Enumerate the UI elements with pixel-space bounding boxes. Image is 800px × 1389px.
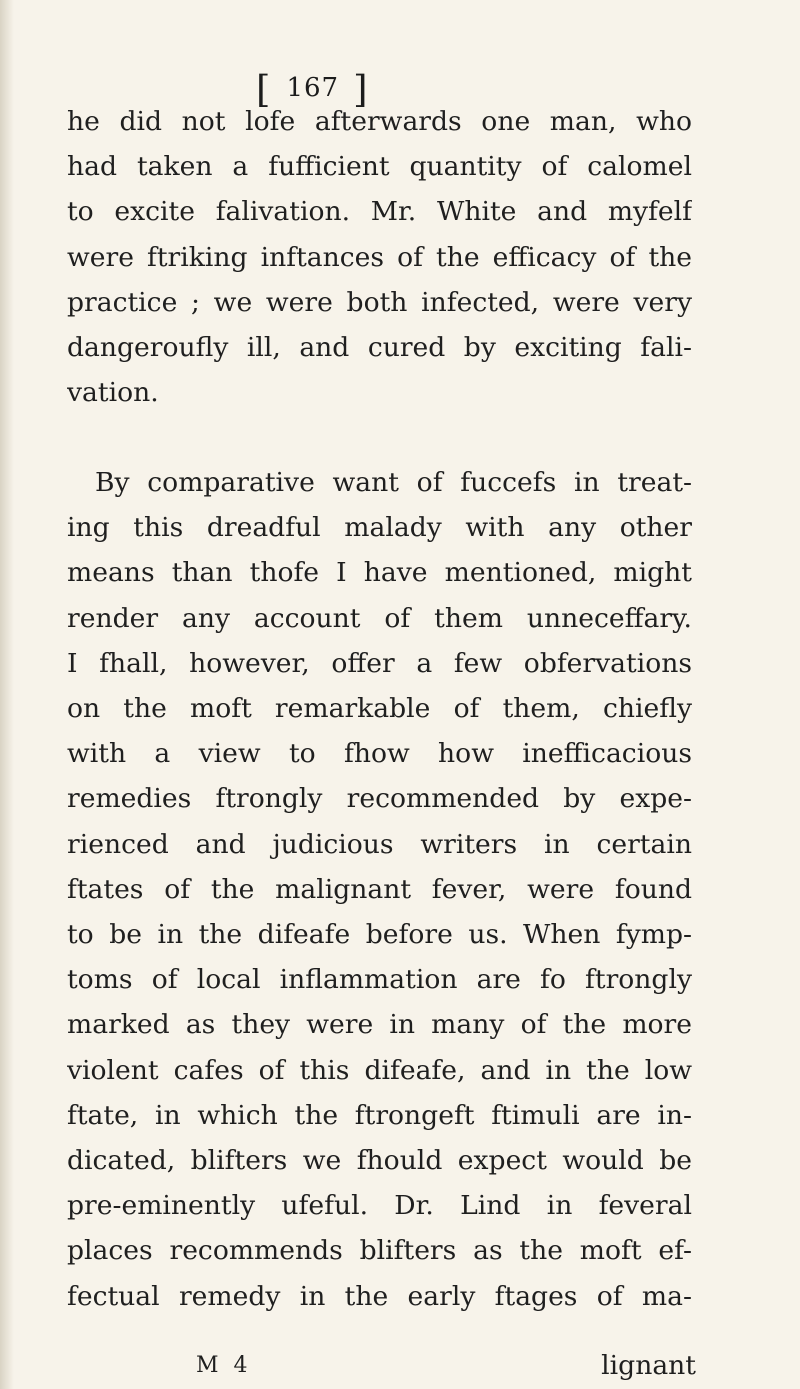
text-line: pre-eminently ufeful. Dr. Lind in feveral bbox=[67, 1190, 692, 1222]
catchword: lignant bbox=[601, 1350, 696, 1381]
header-bracket-close: ] bbox=[353, 68, 370, 111]
text-line: By comparative want of fuccefs in treat- bbox=[95, 467, 692, 498]
text-line: render any account of them unneceffary. bbox=[67, 602, 692, 634]
text-line: ftate, in which the ftrongeft ftimuli are in- bbox=[67, 1099, 692, 1131]
page-footer bbox=[196, 1346, 696, 1386]
signature-mark: M 4 bbox=[196, 1353, 252, 1378]
page-number: 167 bbox=[286, 73, 340, 103]
text-line: dicated, blifters we fhould expect would be bbox=[67, 1145, 692, 1177]
page-edge-shadow bbox=[0, 0, 14, 1389]
text-line: practice ; we were both infected, were very bbox=[67, 286, 692, 318]
text-line: means than thofe I have mentioned, might bbox=[67, 557, 692, 589]
text-line: to excite falivation. Mr. White and myfelf bbox=[67, 196, 692, 228]
text-line: places recommends blifters as the moft ef- bbox=[67, 1235, 692, 1267]
text-line: vation. bbox=[67, 377, 159, 409]
text-line: I fhall, however, offer a few obfervations bbox=[67, 647, 692, 679]
text-line: to be in the difeafe before us. When fymp- bbox=[67, 919, 692, 951]
text-line: were ftriking inftances of the efficacy of the bbox=[67, 241, 692, 273]
text-line: fectual remedy in the early ftages of ma- bbox=[67, 1280, 692, 1312]
text-line: with a view to fhow how inefficacious bbox=[67, 738, 692, 770]
text-line: he did not lofe afterwards one man, who bbox=[67, 106, 692, 137]
text-line: violent cafes of this difeafe, and in the low bbox=[67, 1054, 692, 1086]
text-line: rienced and judicious writers in certain bbox=[67, 828, 692, 860]
text-line: ing this dreadful malady with any other bbox=[67, 512, 692, 544]
text-line: on the moft remarkable of them, chiefly bbox=[67, 693, 692, 725]
text-line: had taken a fufficient quantity of calomel bbox=[67, 151, 692, 183]
header-bracket-open: [ bbox=[256, 68, 273, 111]
paragraph-2 bbox=[67, 460, 692, 1319]
text-line: toms of local inflammation are fo ftrongly bbox=[67, 964, 692, 996]
text-line: ftates of the malignant fever, were found bbox=[67, 873, 692, 905]
text-line: dangeroufly ill, and cured by exciting fali- bbox=[67, 332, 692, 364]
text-line: marked as they were in many of the more bbox=[67, 1009, 692, 1041]
text-line: remedies ftrongly recommended by expe- bbox=[67, 783, 692, 815]
paragraph-1 bbox=[67, 99, 692, 415]
